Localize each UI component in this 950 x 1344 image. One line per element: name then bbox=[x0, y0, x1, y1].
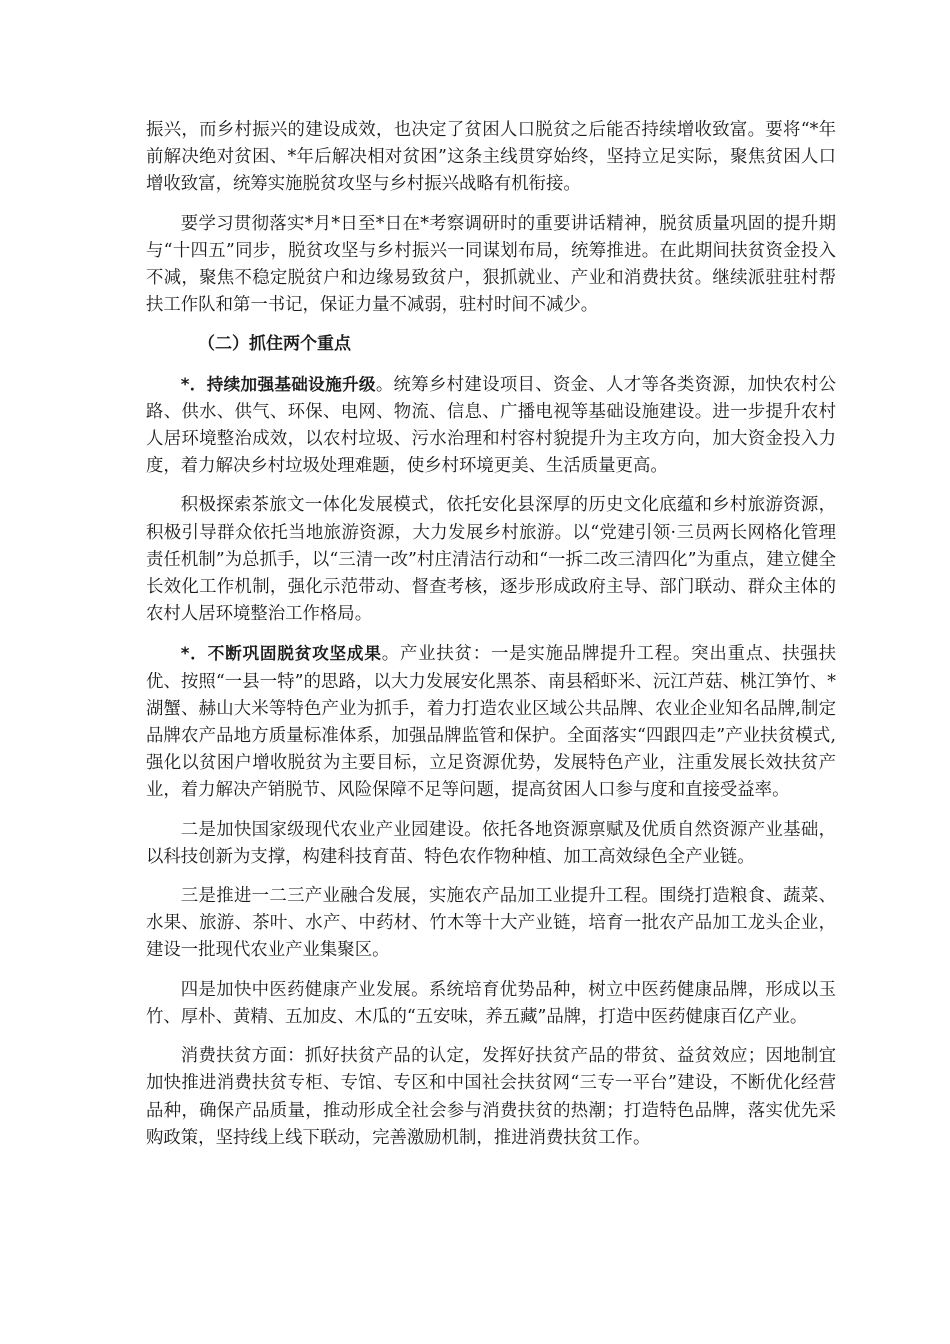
section-heading: （二）抓住两个重点 bbox=[198, 334, 351, 355]
paragraph-industrial-park: 二是加快国家级现代农业产业园建设。依托各地资源禀赋及优质自然资源产业基础，以科技创新为支撑，构建科技育苗、特色农作物种植、加工高效绿色全产业链。 bbox=[146, 819, 836, 867]
paragraph-tourism: 积极探索茶旅文一体化发展模式，依托安化县深厚的历史文化底蕴和乡村旅游资源，积极引导群众依托当地旅游资源，大力发展乡村旅游。以“党建引领·三员两长网格化管理责任机制”为总抓手，以“三清一改”村庄清洁行动和“一拆二改三清四化”为重点，建立健全长效化工作机制，强化示范带动、督查考核，逐步形成政府主导、部门联动、群众主体的农村人居环境整治工作格局。 bbox=[146, 495, 836, 625]
paragraph-poverty-results bbox=[146, 640, 836, 804]
paragraph-study-implementation: 要学习贯彻落实*月*日至*日在*考察调研时的重要讲话精神，脱贫质量巩固的提升期与“十四五”同步，脱贫攻坚与乡村振兴一同谋划布局，统筹推进。在此期间扶贫资金投入不减，聚焦不稳定脱贫户和边缘易致贫户，狠抓就业、产业和消费扶贫。继续派驻驻村帮扶工作队和第一书记，保证力量不减弱，驻村时间不减少。 bbox=[146, 213, 836, 316]
document-body bbox=[146, 117, 836, 1164]
paragraph-lead: *．不断巩固脱贫攻坚成果 bbox=[180, 644, 382, 664]
paragraph-industry-integration: 三是推进一二三产业融合发展，实施农产品加工业提升工程。围绕打造粮食、蔬菜、水果、旅游、茶叶、水产、中药材、竹木等十大产业链，培育一批农产品加工龙头企业，建设一批现代农业产业集聚区。 bbox=[146, 886, 836, 961]
paragraph-text: 。产业扶贫：一是实施品牌提升工程。突出重点、扶强扶优、按照“一县一特”的思路，以大力发展安化黑茶、南县稻虾米、沅江芦菇、桃江笋竹、*湖蟹、赫山大米等特色产业为抓手，着力打造农业区域公共品牌、农业企业知名品牌,制定品牌农产品地方质量标准体系，加强品牌监管和保护。全面落实“四跟四走”产业扶贫模式,强化以贫困户增收脱贫为主要目标，立足资源优势，发展特色产业，注重发展长效扶贫产业，着力解决产销脱节、风险保障不足等问题，提高贫困人口参与度和直接受益率。 bbox=[146, 644, 836, 801]
paragraph-text: 。统筹乡村建设项目、资金、人才等各类资源，加快农村公路、供水、供气、环保、电网、物流、信息、广播电视等基础设施建设。进一步提升农村人居环境整治成效，以农村垃圾、污水治理和村容村貌提升为主攻方向，加大资金投入力度，着力解决乡村垃圾处理难题，使乡村环境更美、生活质量更高。 bbox=[146, 374, 836, 477]
paragraph-infrastructure bbox=[146, 371, 836, 481]
paragraph-consumption-aid: 消费扶贫方面：抓好扶贫产品的认定，发挥好扶贫产品的带贫、益贫效应；因地制宜加快推进消费扶贫专柜、专馆、专区和中国社会扶贫网“三专一平台”建设，不断优化经营品种，确保产品质量，推动形成全社会参与消费扶贫的热潮；打造特色品牌，落实优先采购政策，坚持线上线下联动，完善激励机制，推进消费扶贫工作。 bbox=[146, 1046, 836, 1148]
paragraph-continuation: 振兴，而乡村振兴的建设成效，也决定了贫困人口脱贫之后能否持续增收致富。要将“*年前解决绝对贫困、*年后解决相对贫困”这条主线贯穿始终，坚持立足实际，聚焦贫困人口增收致富，统筹实施脱贫攻坚与乡村振兴战略有机衔接。 bbox=[146, 120, 836, 195]
paragraph-lead: *．持续加强基础设施升级 bbox=[180, 374, 376, 394]
paragraph-tcm-industry: 四是加快中医药健康产业发展。系统培育优势品种，树立中医药健康品牌，形成以玉竹、厚朴、黄精、五加皮、木瓜的“五安味，养五藏”品牌，打造中医药健康百亿产业。 bbox=[146, 979, 836, 1027]
